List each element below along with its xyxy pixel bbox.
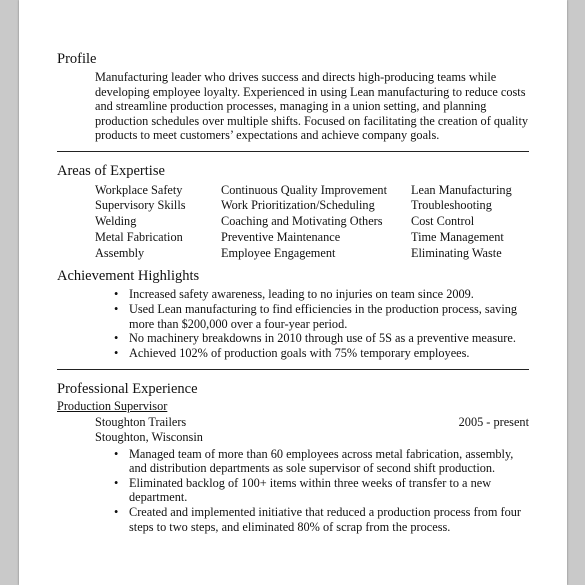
expertise-item: Assembly	[95, 245, 145, 260]
expertise-item: Time Management	[411, 229, 504, 244]
list-item: • Managed team of more than 60 employees across metal fabrication, assembly, and distribution departments as sole supervisor of second shift production.	[129, 447, 529, 476]
expertise-item: Continuous Quality Improvement	[221, 182, 387, 197]
divider	[57, 151, 529, 152]
job-title: Production Supervisor	[57, 399, 168, 414]
expertise-item: Supervisory Skills	[95, 198, 186, 213]
expertise-item: Lean Manufacturing	[411, 182, 512, 197]
list-item: • No machinery breakdowns in 2010 through use of 5S as a preventive measure.	[129, 331, 529, 346]
profile-section	[57, 50, 529, 143]
expertise-item: Preventive Maintenance	[221, 229, 341, 244]
expertise-item: Workplace Safety	[95, 182, 183, 197]
experience-list	[57, 447, 529, 535]
divider	[57, 369, 529, 370]
expertise-item: Cost Control	[411, 214, 475, 229]
achievements-section	[57, 267, 529, 360]
employer-row	[95, 415, 529, 430]
expertise-item: Employee Engagement	[221, 245, 336, 260]
list-item: • Achieved 102% of production goals with 75% temporary employees.	[129, 346, 529, 361]
expertise-grid	[95, 183, 529, 262]
expertise-item: Coaching and Motivating Others	[221, 214, 383, 229]
profile-heading: Profile	[57, 51, 97, 67]
expertise-item: Metal Fabrication	[95, 229, 183, 244]
expertise-section	[57, 162, 529, 262]
list-item: • Created and implemented initiative that reduced a production process from four steps to two steps, and eliminated 80% of scrap from the process.	[129, 505, 529, 534]
company-name: Stoughton Trailers	[95, 415, 187, 430]
resume-page	[19, 0, 567, 585]
list-item: • Eliminated backlog of 100+ items within three weeks of transfer to a new department.	[129, 476, 529, 505]
expertise-item: Welding	[95, 214, 137, 229]
company-location: Stoughton, Wisconsin	[95, 430, 203, 445]
experience-section	[57, 380, 529, 534]
expertise-item: Work Prioritization/Scheduling	[221, 198, 375, 213]
employment-dates: 2005 - present	[458, 415, 529, 430]
expertise-item: Troubleshooting	[411, 198, 492, 213]
expertise-item: Eliminating Waste	[411, 245, 502, 260]
achievements-heading: Achievement Highlights	[57, 268, 200, 285]
profile-text: Manufacturing leader who drives success and directs high-producing teams while developing employee loyalty. Experienced in using Lean manufacturing to reduce costs and streamline production processes, managing in a union setting, and planning production schedules over multiple shifts. Focused on facilitating the creation of quality products to meet customers’ expectations and achieve company goals.	[95, 70, 529, 142]
expertise-heading: Areas of Expertise	[57, 162, 165, 179]
list-item: • Increased safety awareness, leading to no injuries on team since 2009.	[129, 287, 529, 302]
experience-heading: Professional Experience	[57, 381, 198, 398]
list-item: • Used Lean manufacturing to find efficiencies in the production process, saving more than $200,000 over a four-year period.	[129, 302, 529, 331]
resume-content	[57, 50, 529, 534]
achievements-list	[57, 287, 529, 360]
